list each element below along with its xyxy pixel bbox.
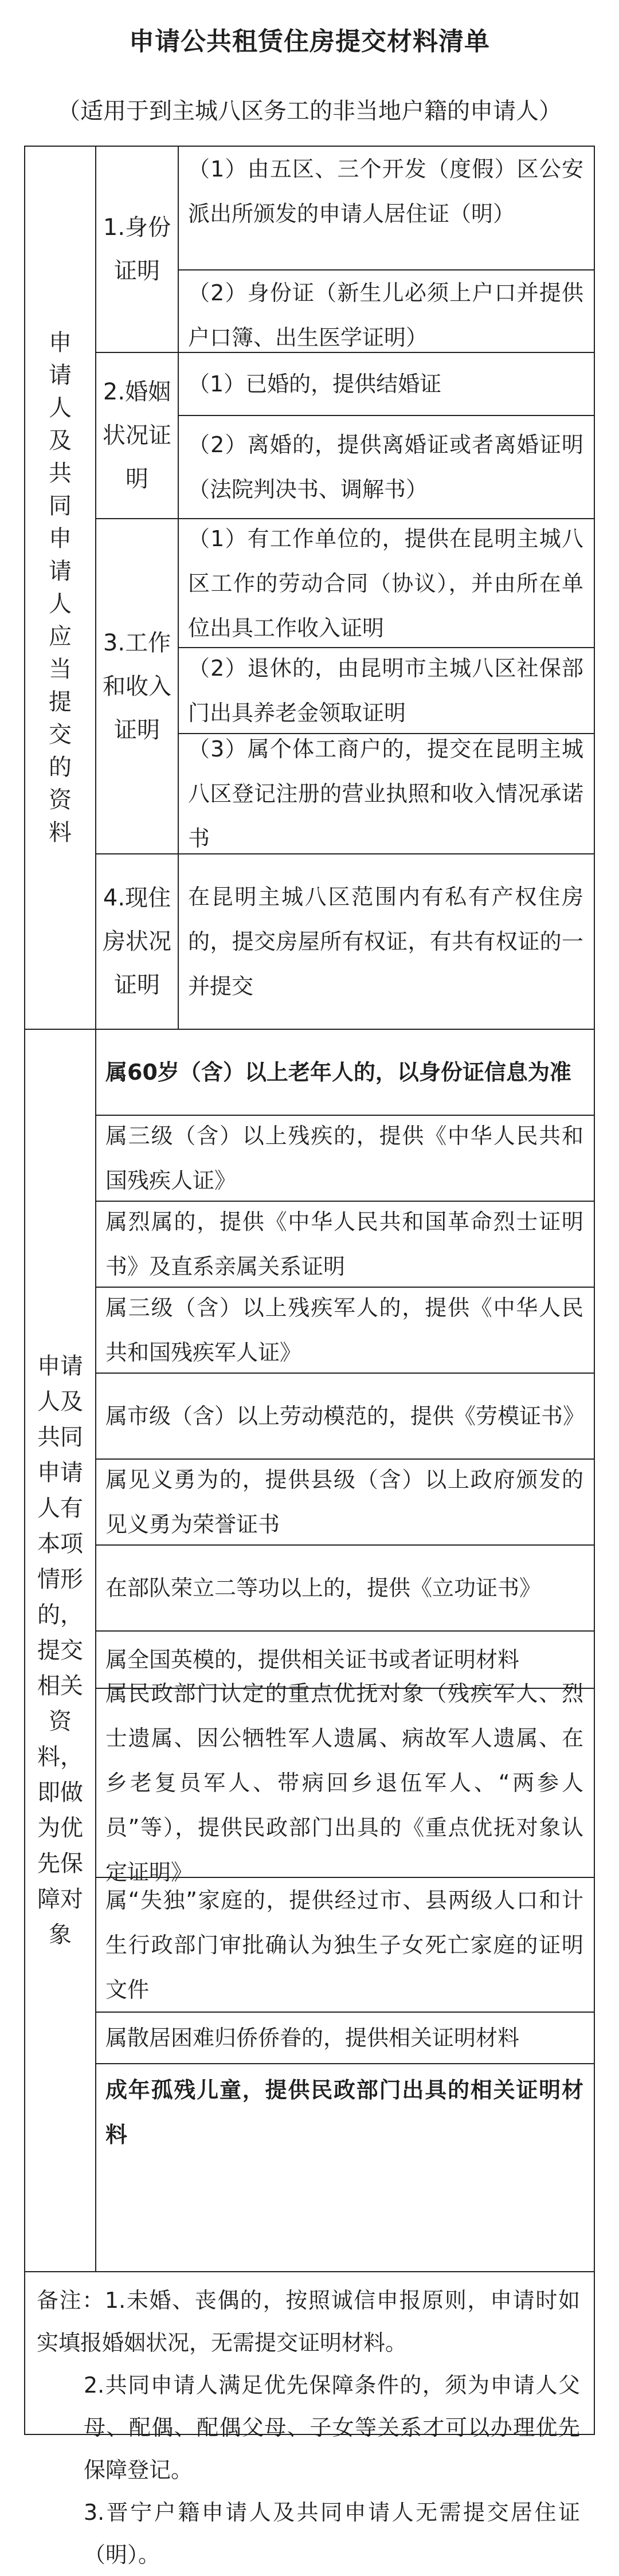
priority-item-national-hero: 属全国英模的，提供相关证书或者证明材料: [96, 1632, 594, 1689]
priority-item-orphan: 成年孤残儿童，提供民政部门出具的相关证明材料: [96, 2064, 594, 2272]
item-identity-residence-permit: （1）由五区、三个开发（度假）区公安派出所颁发的申请人居住证（明）: [179, 147, 594, 270]
item-identity-id-card: （2）身份证（新生儿必须上户口并提供户口簿、出生医学证明）: [179, 270, 594, 353]
item-marital-married: （1）已婚的，提供结婚证: [179, 353, 594, 416]
priority-item-overseas-chinese: 属散居困难归侨侨眷的，提供相关证明材料: [96, 2013, 594, 2064]
priority-item-key-beneficiary: 属民政部门认定的重点优抚对象（残疾军人、烈士遗属、因公牺牲军人遗属、病故军人遗属、在乡老复员军人、带病回乡退伍军人、“两参人员”等），提供民政部门出具的《重点优抚对象认定证明》: [96, 1689, 594, 1878]
priority-item-heroic-deed: 属见义勇为的，提供县级（含）以上政府颁发的见义勇为荣誉证书: [96, 1460, 594, 1546]
priority-item-elderly: 属60岁（含）以上老年人的，以身份证信息为准: [96, 1030, 594, 1116]
item-housing-property: 在昆明主城八区范围内有私有产权住房的，提交房屋所有权证，有共有权证的一并提交: [179, 854, 594, 1030]
note-2: 2.共同申请人满足优先保障条件的，须为申请人父母、配偶、配偶父母、子女等关系才可以办理优先保障登记。: [84, 2373, 580, 2483]
priority-item-disabled: 属三级（含）以上残疾的，提供《中华人民共和国残疾人证》: [96, 1116, 594, 1202]
note-3: 3.晋宁户籍申请人及共同申请人无需提交居住证（明）。: [84, 2500, 580, 2567]
priority-item-model-worker: 属市级（含）以上劳动模范的，提供《劳模证书》: [96, 1374, 594, 1460]
priority-item-disabled-veteran: 属三级（含）以上残疾军人的，提供《中华人民共和国残疾军人证》: [96, 1288, 594, 1374]
section2-header: 申请人及共同申请人有本项情形的，提交相关资料，即做为优先保障对象: [25, 1030, 96, 2272]
note-1: 备注：1.未婚、丧偶的，按照诚信申报原则，申请时如实填报婚姻状况，无需提交证明材料。: [37, 2288, 580, 2355]
priority-item-military-merit: 在部队荣立二等功以上的，提供《立功证书》: [96, 1546, 594, 1632]
group-label-housing: 4.现住房状况证明: [96, 854, 179, 1030]
item-marital-divorced: （2）离婚的，提供离婚证或者离婚证明（法院判决书、调解书）: [179, 416, 594, 519]
page-title: 申请公共租赁住房提交材料清单: [129, 27, 490, 56]
item-work-retired: （2）退休的，由昆明市主城八区社保部门出具养老金领取证明: [179, 648, 594, 734]
item-work-employed: （1）有工作单位的，提供在昆明主城八区工作的劳动合同（协议），并由所在单位出具工作收入证明: [179, 519, 594, 648]
page-subtitle: （适用于到主城八区务工的非当地户籍的申请人）: [57, 98, 562, 124]
priority-item-martyr-family: 属烈属的，提供《中华人民共和国革命烈士证明书》及直系亲属关系证明: [96, 1202, 594, 1288]
group-label-marital: 2.婚姻状况证明: [96, 353, 179, 519]
priority-item-lost-only-child: 属“失独”家庭的，提供经过市、县两级人口和计生行政部门审批确认为独生子女死亡家庭的证明文件: [96, 1878, 594, 2013]
materials-table: [24, 146, 595, 2567]
item-work-self-employed: （3）属个体工商户的，提交在昆明主城八区登记注册的营业执照和收入情况承诺书: [179, 734, 594, 854]
notes: [25, 2272, 594, 2567]
section1-header: 申请人及共同申请人应当提交的资料: [25, 147, 96, 1030]
group-label-work-income: 3.工作和收入证明: [96, 519, 179, 854]
group-label-identity: 1.身份证明: [96, 147, 179, 353]
